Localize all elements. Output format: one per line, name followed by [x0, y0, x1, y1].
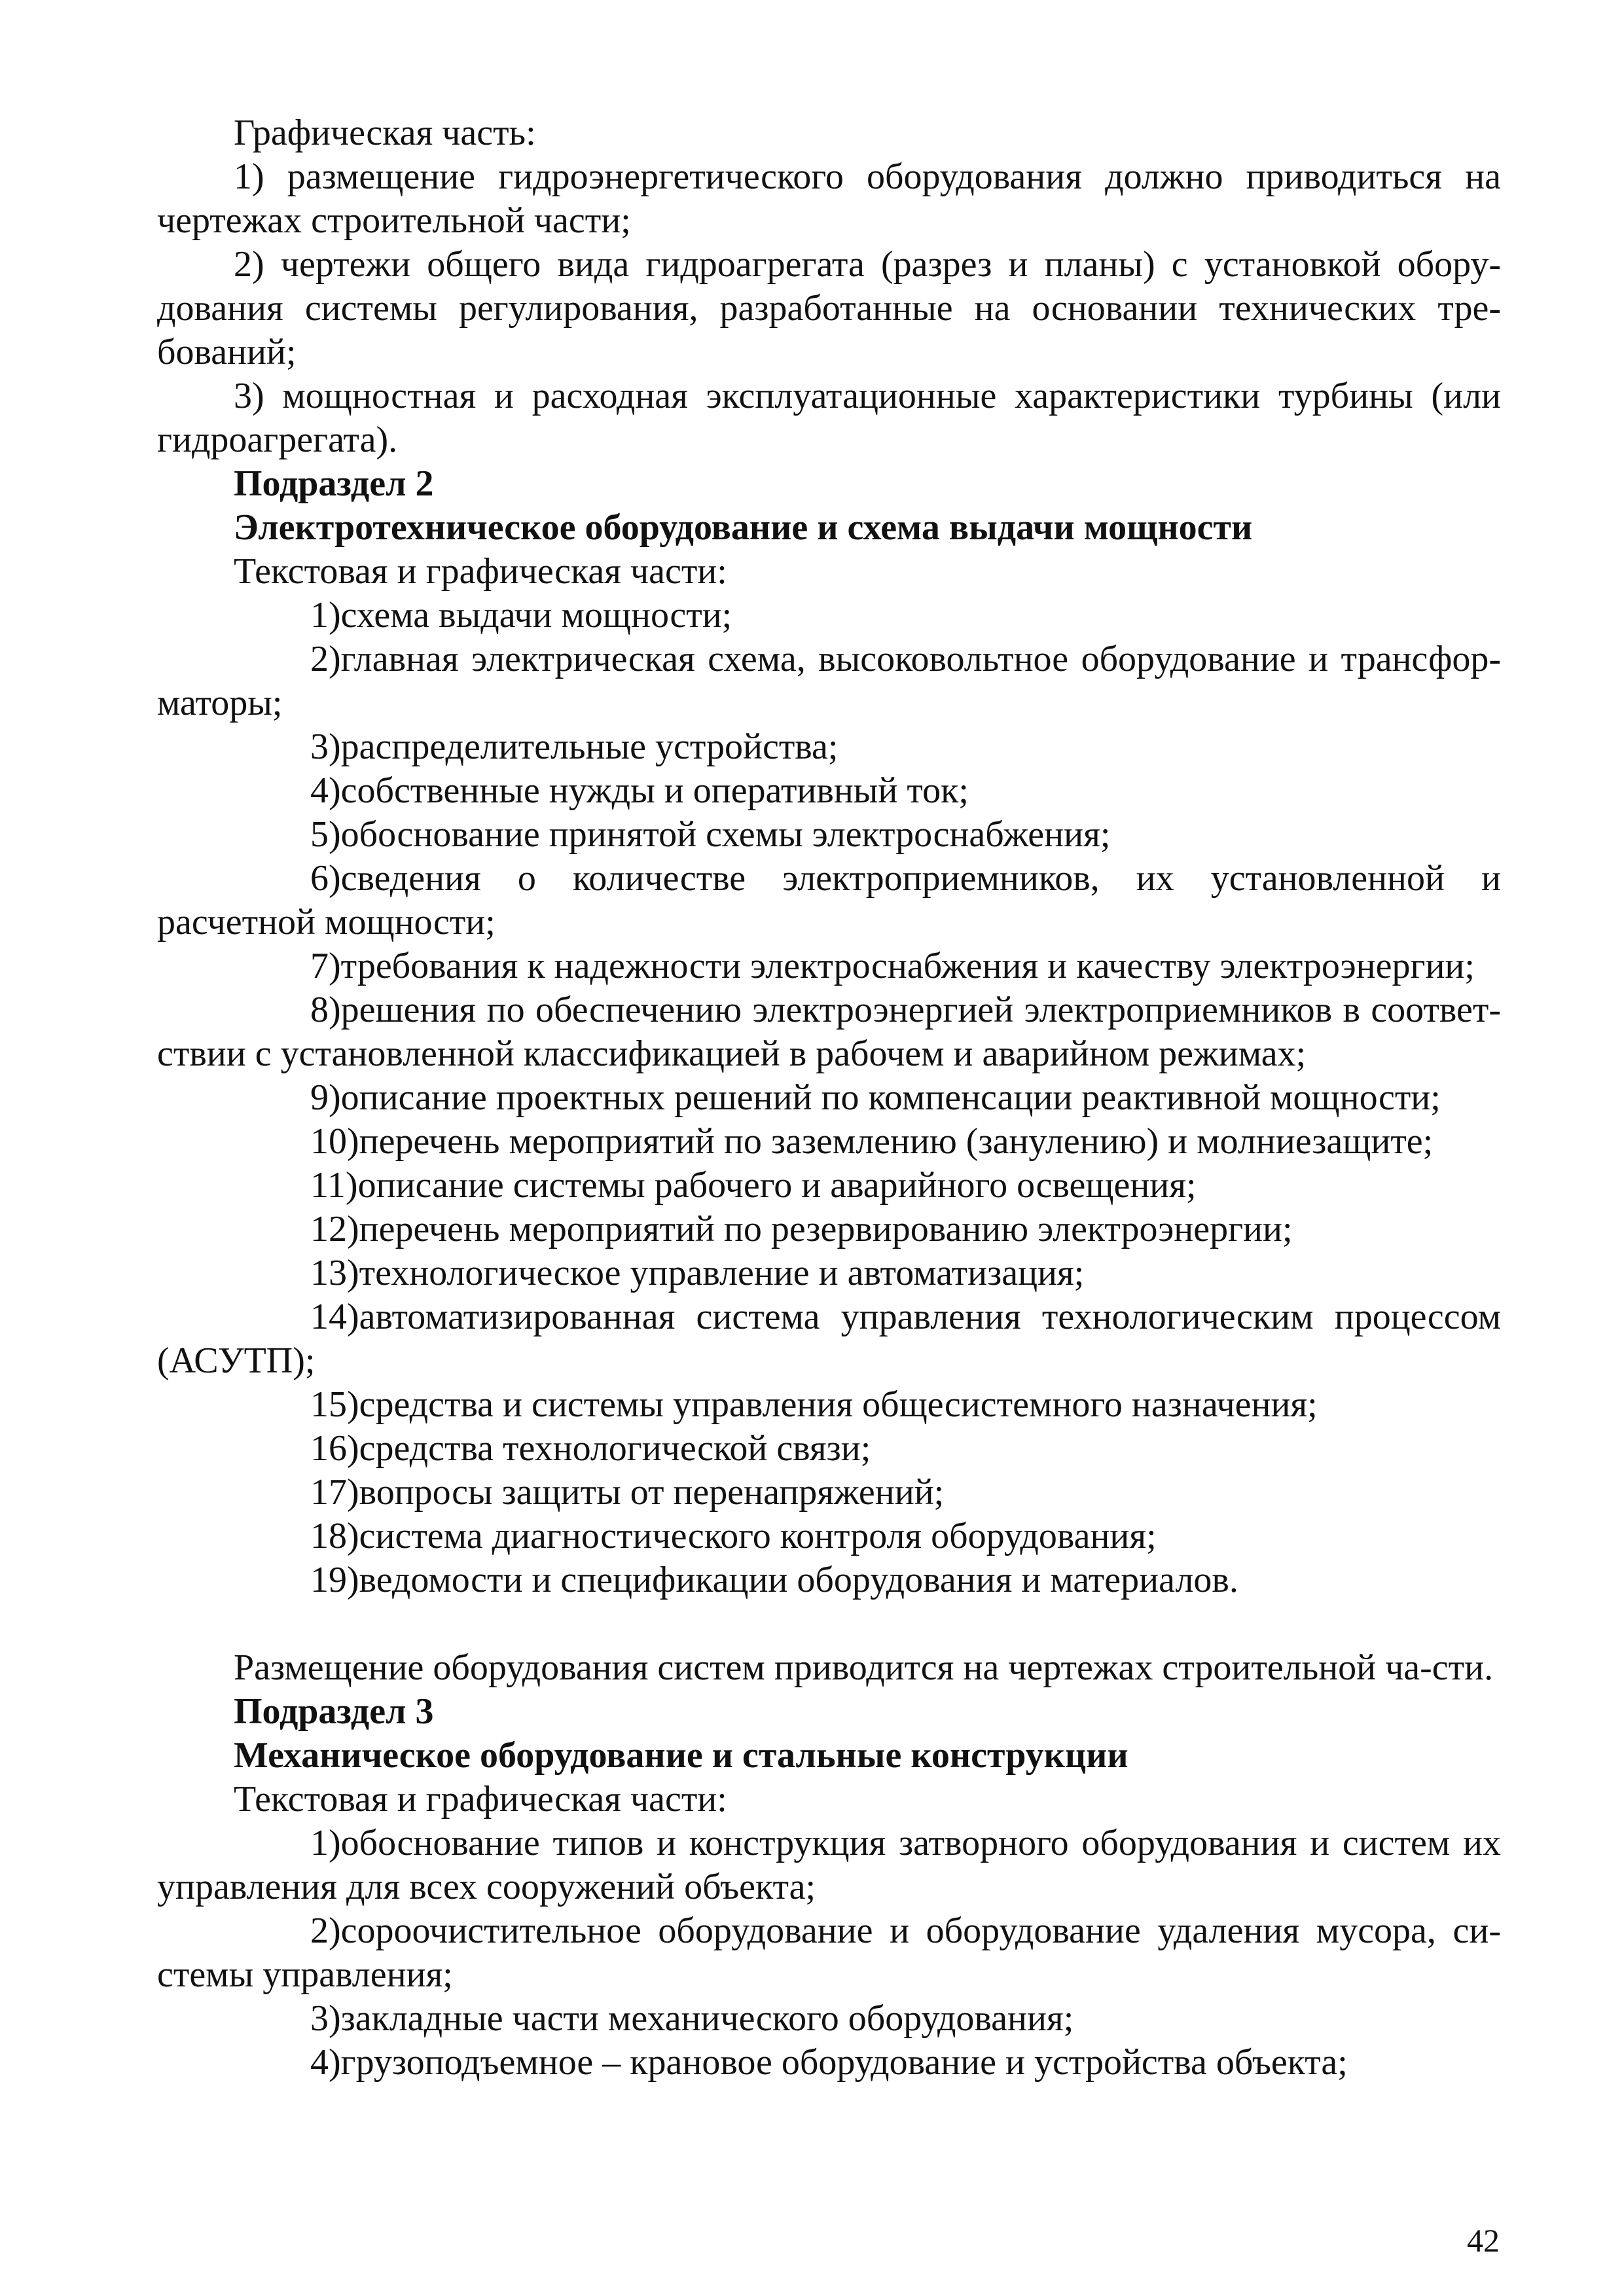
graphic-part-item: 2) чертежи общего вида гидроагрегата (разрез и планы) с установкой обору-дования системы регулирования, разработанные на основании технических тре-бований; [157, 244, 1501, 372]
subsection-2-list [157, 594, 1501, 1602]
list-item [157, 1909, 1501, 1997]
list-item-number: 10) [310, 1121, 359, 1162]
list-item-text: перечень мероприятий по заземлению (занулению) и молниезащите; [359, 1121, 1434, 1162]
subsection-3-title: Механическое оборудование и стальные конструкции [234, 1735, 1128, 1776]
list-item [157, 857, 1501, 944]
list-item [157, 1997, 1501, 2041]
list-item-number: 9) [310, 1077, 341, 1118]
list-item [157, 1427, 1501, 1471]
list-item-number: 8) [310, 990, 341, 1030]
list-item [157, 813, 1501, 857]
subsection-3-label: Подраздел 3 [234, 1691, 434, 1732]
list-item-number: 2) [310, 1910, 341, 1951]
list-item [157, 725, 1501, 769]
list-item-number: 19) [310, 1560, 359, 1600]
list-item [157, 988, 1501, 1076]
list-item [157, 1821, 1501, 1909]
list-item-number: 13) [310, 1253, 359, 1293]
list-item-text: обоснование типов и конструкция затворного оборудования и систем их управления для всех сооружений объекта; [157, 1823, 1501, 1907]
list-item [157, 1251, 1501, 1295]
list-item-number: 3) [310, 726, 341, 767]
list-item-text: средства и системы управления общесистемного назначения; [359, 1384, 1318, 1425]
list-item-text: вопросы защиты от перенапряжений; [359, 1472, 945, 1513]
list-item-number: 15) [310, 1384, 359, 1425]
list-item [157, 2041, 1501, 2085]
list-item-text: закладные части механического оборудования; [340, 1998, 1074, 2039]
list-item-text: описание проектных решений по компенсации реактивной мощности; [340, 1077, 1441, 1118]
list-item [157, 1383, 1501, 1427]
list-item-text: сороочистительное оборудование и оборудование удаления мусора, си-стемы управления; [157, 1910, 1501, 1995]
list-item-text: распределительные устройства; [340, 726, 839, 767]
list-item [157, 1558, 1501, 1602]
list-item-text: схема выдачи мощности; [340, 595, 732, 636]
list-item [157, 769, 1501, 813]
list-item-text: грузоподъемное – крановое оборудование и устройства объекта; [340, 2042, 1348, 2083]
list-item-text: решения по обеспечению электроэнергией электроприемников в соответ-ствии с установленной классификацией в рабочем и аварийном режимах; [157, 990, 1501, 1074]
list-item-number: 2) [310, 639, 341, 679]
list-item-text: требования к надежности электроснабжения и качеству электроэнергии; [340, 946, 1475, 986]
list-item [157, 1076, 1501, 1120]
list-item-number: 1) [310, 1823, 341, 1863]
list-item [157, 1120, 1501, 1164]
list-item-text: ведомости и спецификации оборудования и материалов. [359, 1560, 1238, 1600]
list-item [157, 1295, 1501, 1383]
list-item-number: 3) [310, 1998, 341, 2039]
paragraph-gap [157, 1602, 1501, 1646]
list-item-text: средства технологической связи; [359, 1428, 871, 1469]
list-item-number: 17) [310, 1472, 359, 1513]
subsection-3-intro: Текстовая и графическая части: [234, 1779, 727, 1820]
list-item-text: автоматизированная система управления технологическим процессом (АСУТП); [157, 1297, 1501, 1381]
list-item-number: 1) [310, 595, 341, 636]
list-item-text: сведения о количестве электроприемников, их установленной и расчетной мощности; [157, 858, 1501, 942]
list-item [157, 1515, 1501, 1558]
list-item-text: собственные нужды и оперативный ток; [340, 770, 969, 811]
graphic-part-item: 1) размещение гидроэнергетического оборудования должно приводиться на чертежах строительной части; [157, 156, 1501, 241]
list-item [157, 1164, 1501, 1208]
subsection-2-title: Электротехническое оборудование и схема выдачи мощности [234, 507, 1253, 548]
list-item-text: система диагностического контроля оборудования; [359, 1516, 1157, 1556]
list-item [157, 637, 1501, 725]
list-item [157, 944, 1501, 988]
list-item-number: 18) [310, 1516, 359, 1556]
subsection-2-label: Подраздел 2 [234, 463, 434, 504]
list-item [157, 594, 1501, 637]
list-item [157, 1208, 1501, 1251]
list-item-number: 7) [310, 946, 341, 986]
subsection-2-note: Размещение оборудования систем приводится на чертежах строительной ча-сти. [234, 1647, 1494, 1688]
list-item-text: перечень мероприятий по резервированию электроэнергии; [359, 1209, 1293, 1249]
graphic-part-heading: Графическая часть: [234, 113, 536, 153]
list-item-number: 16) [310, 1428, 359, 1469]
list-item-text: описание системы рабочего и аварийного освещения; [357, 1165, 1197, 1206]
document-page [157, 111, 1501, 2085]
list-item-text: технологическое управление и автоматизация; [359, 1253, 1085, 1293]
list-item-number: 14) [310, 1297, 359, 1337]
list-item-number: 12) [310, 1209, 359, 1249]
graphic-part-item: 3) мощностная и расходная эксплуатационные характеристики турбины (или гидроагрегата). [157, 376, 1501, 460]
list-item-text: главная электрическая схема, высоковольтное оборудование и трансфор-маторы; [157, 639, 1501, 723]
list-item-number: 5) [310, 814, 341, 855]
page-number: 42 [1467, 2222, 1500, 2259]
subsection-2-intro: Текстовая и графическая части: [234, 551, 727, 592]
list-item-text: обоснование принятой схемы электроснабжения; [340, 814, 1111, 855]
list-item-number: 6) [310, 858, 341, 899]
list-item-number: 4) [310, 770, 341, 811]
list-item-number: 4) [310, 2042, 341, 2083]
subsection-3-list [157, 1821, 1501, 2085]
list-item [157, 1471, 1501, 1515]
list-item-number: 11) [310, 1165, 358, 1206]
